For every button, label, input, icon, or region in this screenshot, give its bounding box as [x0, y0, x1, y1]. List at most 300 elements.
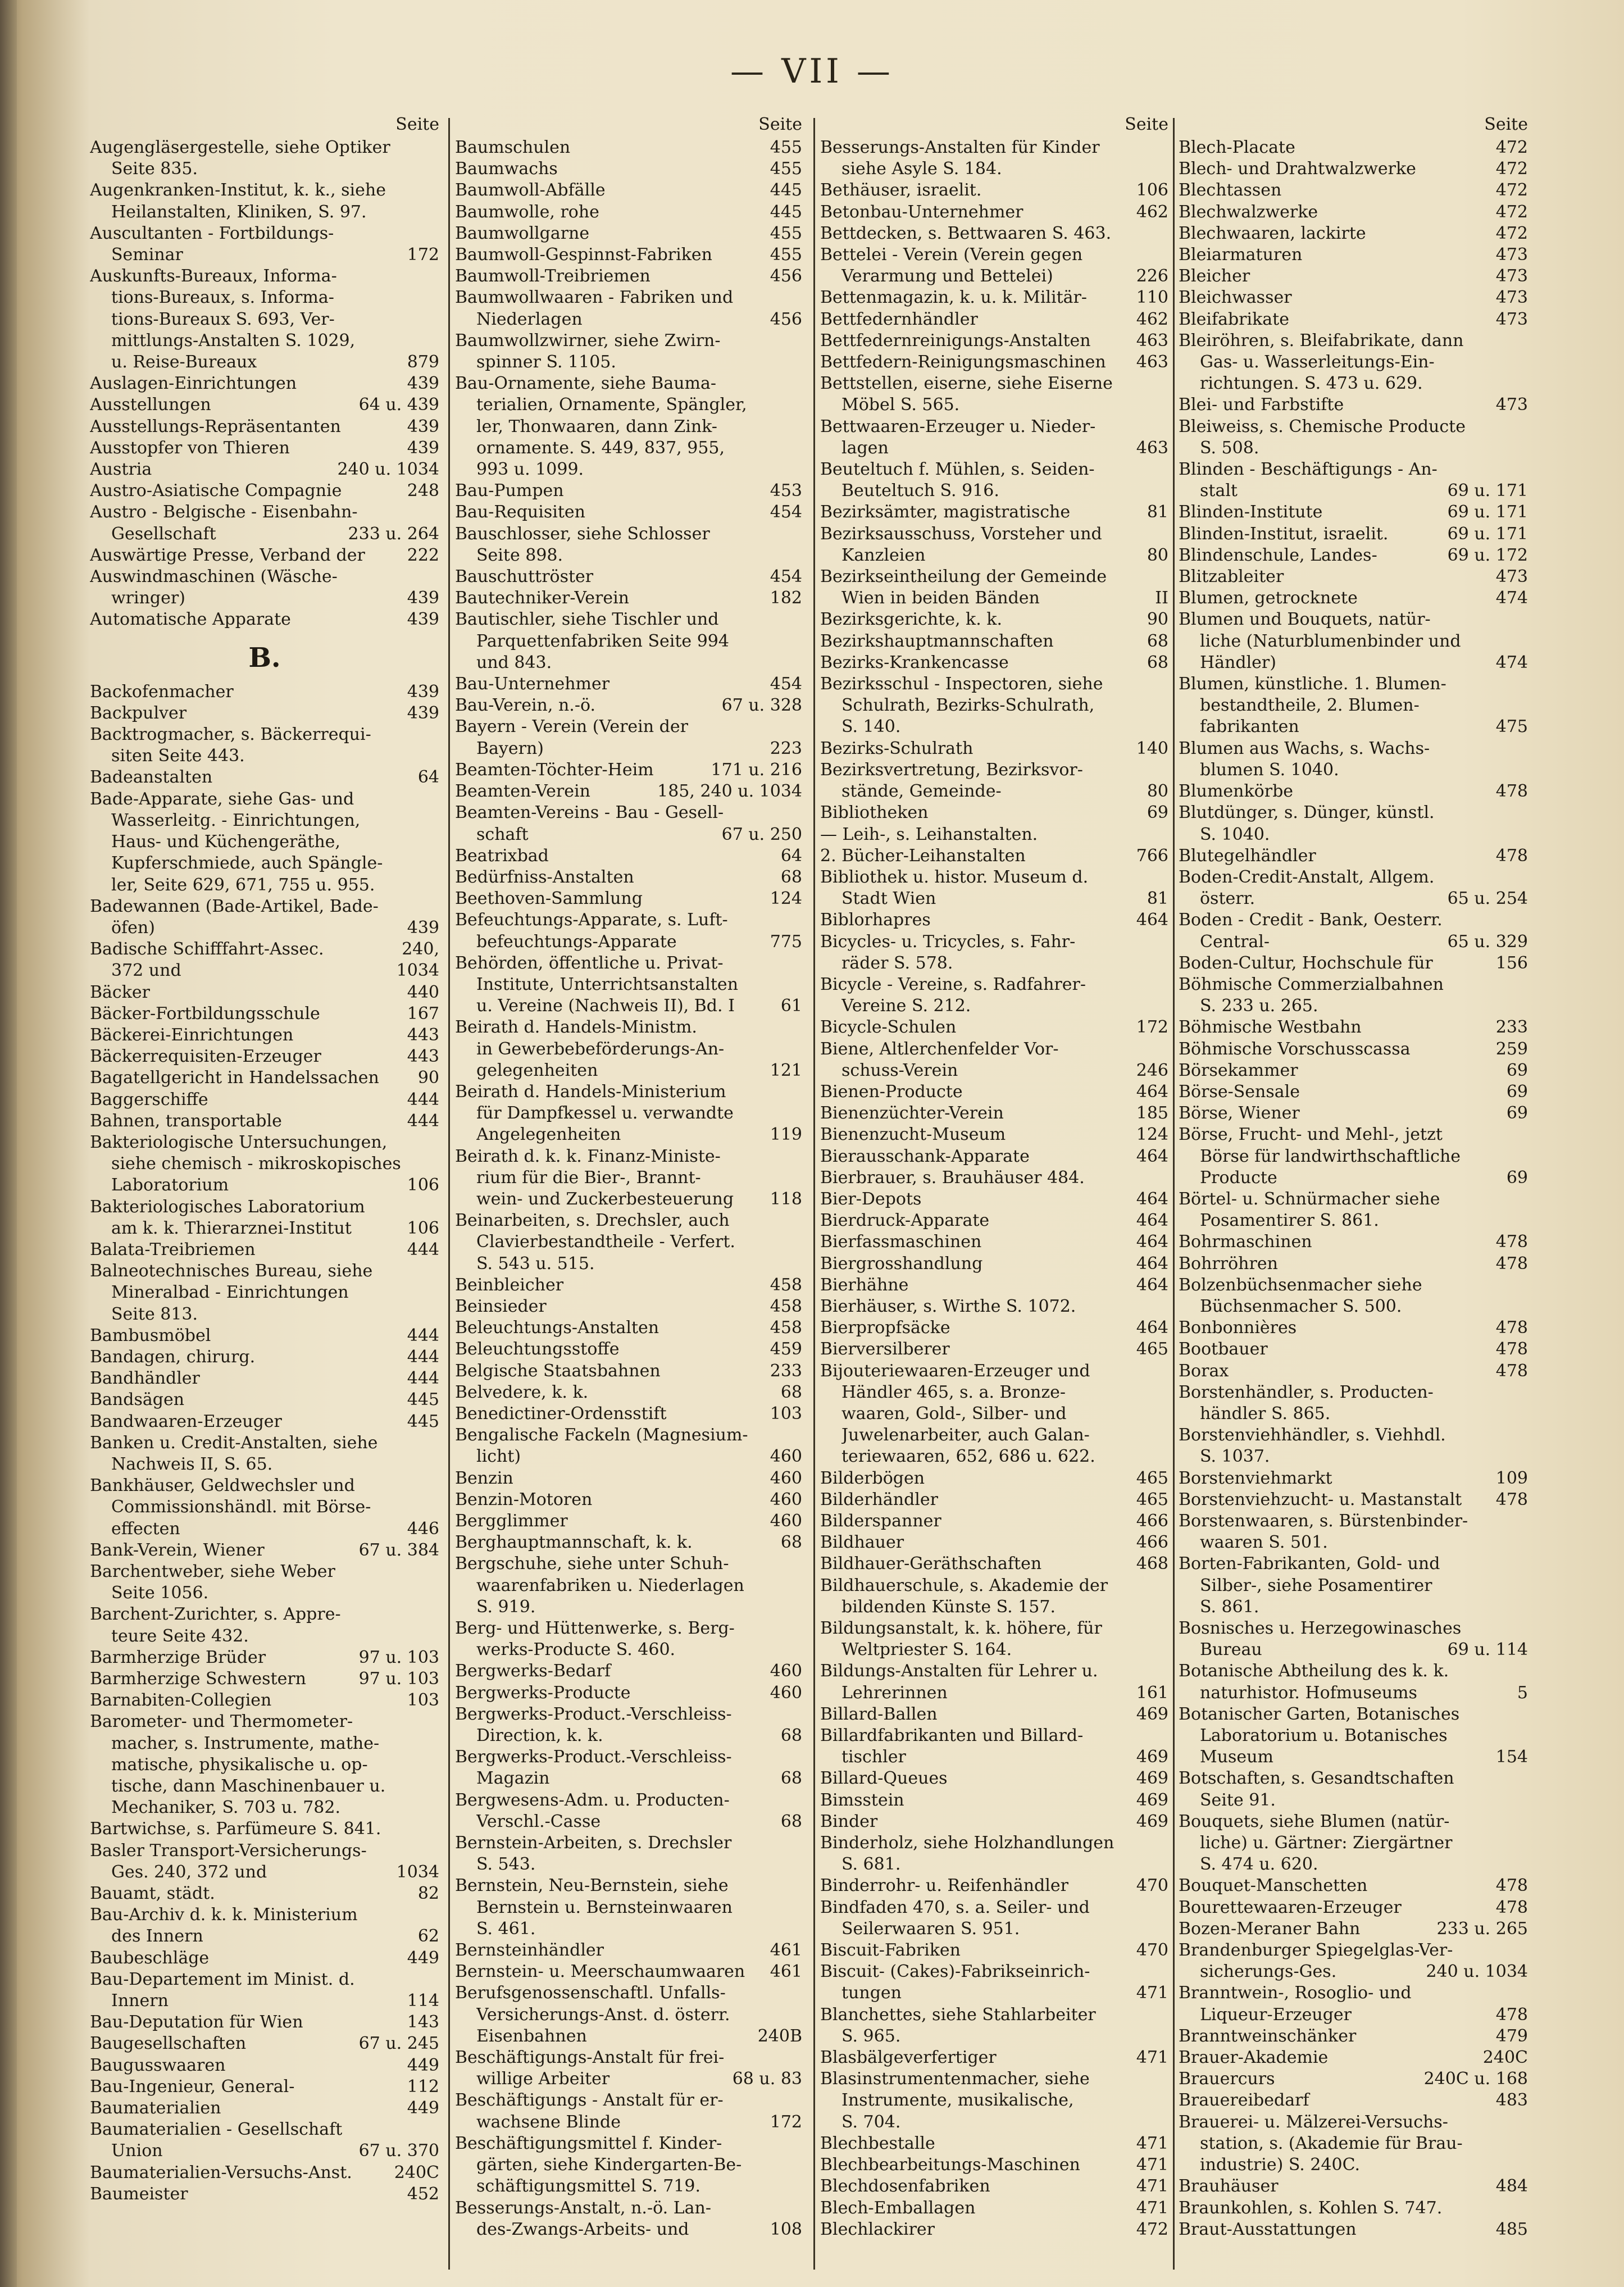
page-ref: 439	[407, 374, 439, 394]
index-entry	[1179, 1468, 1528, 1489]
index-entry-continuation	[1179, 1683, 1528, 1704]
entry-text: Auswindmaschinen (Wäsche-	[90, 567, 338, 587]
entry-text: spinner S. 1105.	[476, 352, 616, 372]
entry-list	[455, 137, 802, 2240]
index-entry-continuation	[90, 202, 439, 223]
page-ref: 469	[1136, 1811, 1168, 1831]
index-entry	[90, 1347, 439, 1368]
index-entry	[1179, 524, 1528, 545]
entry-text: Posamentirer S. 861.	[1200, 1211, 1379, 1231]
index-entry	[455, 158, 802, 180]
index-entry	[820, 1575, 1168, 1597]
index-entry	[455, 1296, 802, 1317]
entry-text: Bootbauer	[1179, 1339, 1268, 1360]
entry-text: Bierversilberer	[820, 1339, 950, 1360]
entry-text: Gas- u. Wasserleitungs-Ein-	[1200, 352, 1435, 372]
index-entry-continuation	[90, 588, 439, 609]
entry-text: Botanischer Garten, Botanisches	[1179, 1704, 1460, 1724]
index-entry	[455, 845, 802, 867]
index-entry	[455, 1339, 802, 1360]
entry-text: Bezirksschul - Inspectoren, siehe	[820, 674, 1103, 694]
index-entry-continuation	[455, 1854, 802, 1875]
page-ref: 121	[770, 1060, 802, 1080]
page-ref: 460	[770, 1489, 802, 1509]
page-ref: 240 u. 1034	[337, 460, 439, 480]
entry-text: Bildungs-Anstalten für Lehrer u.	[820, 1661, 1098, 1681]
index-entry	[90, 1261, 439, 1282]
entry-text: Beinsieder	[455, 1296, 547, 1316]
index-entry	[820, 1811, 1168, 1833]
index-entry	[455, 781, 802, 802]
page-ref: 449	[407, 2098, 439, 2118]
entry-text: Austro - Belgische - Eisenbahn-	[90, 502, 358, 522]
index-entry-continuation	[820, 438, 1168, 459]
page-ref: 475	[1495, 717, 1528, 737]
index-entry	[1179, 1425, 1528, 1446]
entry-text: Bau-Archiv d. k. k. Ministerium	[90, 1905, 358, 1925]
page-ref: 478	[1495, 1253, 1528, 1274]
entry-text: Borstenviehmarkt	[1179, 1468, 1332, 1488]
index-entry-continuation	[455, 416, 802, 438]
index-entry	[455, 244, 802, 266]
entry-text: Büchsenmacher S. 500.	[1200, 1296, 1402, 1316]
index-entry	[1179, 1983, 1528, 2004]
index-entry-continuation	[90, 352, 439, 373]
entry-text: Wasserleitg. - Einrichtungen,	[111, 810, 361, 830]
index-entry	[455, 1704, 802, 1725]
page-ref: 172	[407, 245, 439, 265]
entry-text: für Dampfkessel u. verwandte	[476, 1103, 734, 1124]
index-entry-continuation	[455, 1446, 802, 1467]
entry-text: Bindfaden 470, s. a. Seiler- und	[820, 1897, 1090, 1917]
column-rule	[1173, 118, 1175, 2270]
index-entry	[820, 202, 1168, 223]
entry-text: Bernstein, Neu-Bernstein, siehe	[455, 1876, 729, 1896]
page-ref: 69 u. 172	[1447, 545, 1528, 565]
entry-text: Badewannen (Bade-Artikel, Bade-	[90, 896, 379, 916]
page-ref: 459	[770, 1339, 802, 1360]
page-ref: 473	[1495, 567, 1528, 587]
index-entry	[455, 223, 802, 244]
entry-text: Branntwein-, Rosoglio- und	[1179, 1983, 1412, 2003]
index-entry	[820, 2198, 1168, 2219]
index-entry	[820, 1189, 1168, 1210]
page-ref: 473	[1495, 245, 1528, 265]
entry-text: Bolzenbüchsenmacher siehe	[1179, 1275, 1422, 1295]
page-ref: 444	[407, 1325, 439, 1345]
entry-text: Eisenbahnen	[476, 2026, 587, 2046]
page-ref: 103	[770, 1403, 802, 1424]
index-entry-continuation	[90, 1175, 439, 1196]
index-entry	[1179, 910, 1528, 931]
entry-text: Botanische Abtheilung des k. k.	[1179, 1661, 1449, 1681]
entry-text: Bartwichse, s. Parfümeure S. 841.	[90, 1819, 381, 1839]
entry-text: wein- und Zuckerbesteuerung	[476, 1189, 734, 1209]
page-ref: 454	[770, 674, 802, 694]
page-ref: 68	[780, 1768, 802, 1789]
page-ref: 478	[1495, 845, 1528, 866]
entry-text: Barometer- und Thermometer-	[90, 1712, 353, 1732]
entry-text: Bahnen, transportable	[90, 1111, 282, 1131]
index-entry-continuation	[455, 1918, 802, 1940]
index-entry	[1179, 266, 1528, 287]
entry-text: Biene, Altlerchenfelder Vor-	[820, 1039, 1059, 1059]
entry-text: Auswärtige Presse, Verband der	[90, 545, 365, 565]
entry-text: Central-	[1200, 931, 1270, 952]
index-entry	[820, 1768, 1168, 1789]
entry-text: Bettstellen, eiserne, siehe Eiserne	[820, 374, 1113, 394]
entry-text: Stadt Wien	[841, 889, 936, 909]
index-entry	[1179, 137, 1528, 158]
page-ref: 80	[1147, 545, 1168, 565]
index-entry-continuation	[455, 1768, 802, 1789]
index-entry	[90, 180, 439, 201]
index-entry-continuation	[820, 995, 1168, 1017]
entry-text: Institute, Unterrichtsanstalten	[476, 974, 739, 994]
index-entry	[90, 2119, 439, 2140]
index-entry-continuation	[455, 2112, 802, 2133]
entry-text: Borstenhändler, s. Producten-	[1179, 1382, 1434, 1402]
page-ref: 68	[1147, 652, 1168, 672]
page-ref: 469	[1136, 1747, 1168, 1767]
page-ref: 472	[1495, 138, 1528, 157]
index-entry-continuation	[455, 2026, 802, 2047]
entry-text: Boden-Credit-Anstalt, Allgem.	[1179, 867, 1435, 887]
index-entry	[1179, 1017, 1528, 1038]
index-entry	[455, 695, 802, 716]
seite-header: Seite	[1125, 115, 1168, 134]
entry-text: Blanchettes, siehe Stahlarbeiter	[820, 2004, 1096, 2025]
index-entry	[820, 1725, 1168, 1747]
entry-text: Beethoven-Sammlung	[455, 889, 643, 909]
entry-text: Bandhändler	[90, 1368, 200, 1389]
index-entry-continuation	[455, 1725, 802, 1747]
page-ref: 455	[770, 138, 802, 157]
entry-text: Blech- und Drahtwalzwerke	[1179, 159, 1416, 179]
entry-text: tische, dann Maschinenbauer u.	[111, 1776, 386, 1797]
page-ref: 67 u. 245	[358, 2034, 439, 2054]
page-ref: 455	[770, 159, 802, 179]
page-ref: 112	[407, 2076, 439, 2097]
entry-text: Bethäuser, israelit.	[820, 180, 982, 201]
page-ref: 103	[407, 1690, 439, 1711]
page-ref: 69	[1147, 803, 1168, 823]
entry-text: Blumenkörbe	[1179, 781, 1294, 802]
entry-text: Bohrmaschinen	[1179, 1232, 1312, 1252]
entry-text: Befeuchtungs-Apparate, s. Luft-	[455, 910, 728, 930]
entry-text: Behörden, öffentliche u. Privat-	[455, 953, 724, 973]
entry-text: Blinden-Institut, israelit.	[1179, 524, 1389, 544]
index-entry	[1179, 1060, 1528, 1081]
index-entry	[820, 287, 1168, 308]
page-ref: 124	[770, 889, 802, 909]
index-entry	[820, 2176, 1168, 2197]
entry-text: effecten	[111, 1518, 180, 1539]
page-ref: 445	[407, 1411, 439, 1431]
index-entry-continuation	[455, 1575, 802, 1597]
entry-text: Beirath d. Handels-Ministm.	[455, 1017, 697, 1038]
index-entry-continuation	[1179, 1210, 1528, 1231]
entry-list	[820, 137, 1168, 2240]
page-ref: 97 u. 103	[358, 1669, 439, 1689]
index-entry	[455, 1618, 802, 1639]
page-ref: 465	[1136, 1468, 1168, 1488]
entry-text: Bildhauer	[820, 1533, 904, 1553]
index-entry	[455, 287, 802, 308]
entry-text: 993 u. 1099.	[476, 460, 584, 480]
index-entry	[1179, 609, 1528, 630]
index-entry	[90, 1325, 439, 1347]
entry-text: Bierhäuser, s. Wirthe S. 1072.	[820, 1296, 1076, 1316]
entry-text: Baumaterialien	[90, 2098, 221, 2118]
page-ref: 464	[1136, 1189, 1168, 1209]
entry-text: Beschäftigungsmittel f. Kinder-	[455, 2133, 722, 2153]
page-ref: 466	[1136, 1533, 1168, 1553]
entry-text: Magazin	[476, 1768, 550, 1789]
page-ref: 69 u. 114	[1447, 1640, 1528, 1660]
entry-text: Bohrröhren	[1179, 1253, 1278, 1274]
entry-text: Mechaniker, S. 703 u. 782.	[111, 1798, 340, 1818]
index-entry	[455, 2198, 802, 2219]
index-entry	[90, 502, 439, 523]
index-entry	[455, 1940, 802, 1961]
index-entry	[455, 802, 802, 824]
entry-text: Backofenmacher	[90, 681, 234, 702]
index-entry	[90, 480, 439, 502]
index-entry	[90, 789, 439, 810]
index-entry	[455, 1661, 802, 1682]
entry-text: Beamten-Vereins - Bau - Gesell-	[455, 803, 724, 823]
index-entry-continuation	[820, 2026, 1168, 2047]
index-entry	[1179, 2068, 1528, 2090]
index-entry	[455, 609, 802, 630]
entry-text: Benzin-Motoren	[455, 1489, 593, 1509]
index-entry	[820, 974, 1168, 995]
index-entry	[820, 2004, 1168, 2026]
entry-text: Bezirksausschuss, Vorsteher und	[820, 524, 1102, 544]
index-entry	[820, 223, 1168, 244]
entry-text: Bäckerrequisiten-Erzeuger	[90, 1047, 321, 1067]
entry-text: Seite 835.	[111, 159, 198, 179]
page-ref: 67 u. 328	[721, 695, 802, 716]
entry-text: Barchentweber, siehe Weber	[90, 1562, 335, 1581]
index-entry	[1179, 1253, 1528, 1275]
index-entry	[820, 2068, 1168, 2090]
entry-text: Besserungs-Anstalten für Kinder	[820, 138, 1100, 157]
page-ref: 452	[407, 2184, 439, 2204]
page-ref: 472	[1495, 223, 1528, 243]
index-entry-continuation	[455, 931, 802, 953]
index-entry	[455, 480, 802, 502]
page-ref: 233 u. 264	[348, 524, 439, 544]
entry-text: Bau-Deputation für Wien	[90, 2012, 303, 2033]
entry-text: Berg- und Hüttenwerke, s. Berg-	[455, 1618, 735, 1639]
index-entry	[90, 545, 439, 566]
index-entry	[90, 1089, 439, 1111]
index-entry-continuation	[1179, 1639, 1528, 1661]
index-entry	[1179, 244, 1528, 266]
entry-text: — Leih-, s. Leihanstalten.	[820, 824, 1038, 844]
index-entry-continuation	[455, 1231, 802, 1253]
entry-text: Mineralbad - Einrichtungen	[111, 1283, 349, 1303]
page-ref: 449	[407, 1948, 439, 1968]
page-ref: 1034	[396, 1862, 439, 1882]
entry-text: Blumen, künstliche. 1. Blumen-	[1179, 674, 1446, 694]
entry-text: ornamente. S. 449, 837, 955,	[476, 438, 725, 458]
page-ref: 185	[1136, 1103, 1168, 1124]
page-ref: 464	[1136, 1211, 1168, 1231]
page-ref: 62	[417, 1926, 439, 1947]
entry-list	[90, 137, 439, 2205]
index-entry-continuation	[820, 1747, 1168, 1768]
index-entry-continuation	[90, 1733, 439, 1754]
entry-text: schäftigungsmittel S. 719.	[476, 2176, 700, 2197]
index-entry	[820, 867, 1168, 888]
entry-text: Vereine S. 212.	[841, 996, 971, 1016]
index-entry	[455, 137, 802, 158]
index-entry	[455, 1790, 802, 1811]
entry-text: S. 474 u. 620.	[1200, 1854, 1318, 1875]
page-ref: 446	[407, 1518, 439, 1539]
index-entry-continuation	[455, 652, 802, 674]
page-ref: 80	[1147, 781, 1168, 802]
entry-text: S. 704.	[841, 2112, 901, 2132]
index-entry	[90, 2055, 439, 2076]
entry-text: Brauer-Akademie	[1179, 2048, 1329, 2068]
page-ref: 471	[1136, 2155, 1168, 2175]
page-ref: 471	[1136, 2176, 1168, 2197]
page-ref: 444	[407, 1347, 439, 1367]
entry-text: S. 861.	[1200, 1597, 1259, 1617]
page-ref: 67 u. 384	[358, 1540, 439, 1560]
index-entry-continuation	[455, 394, 802, 416]
index-entry	[820, 1039, 1168, 1060]
index-entry-continuation	[1179, 1747, 1528, 1768]
index-entry	[820, 1961, 1168, 1983]
entry-text: Bauschlosser, siehe Schlosser	[455, 524, 710, 544]
index-entry	[820, 931, 1168, 953]
index-entry	[455, 1017, 802, 1038]
index-entry	[1179, 802, 1528, 824]
index-entry-continuation	[90, 1218, 439, 1239]
page-ref: 68	[780, 1811, 802, 1831]
entry-text: Baumwoll-Treibriemen	[455, 266, 650, 287]
index-entry	[1179, 1768, 1528, 1789]
page-ref: 65 u. 254	[1447, 889, 1528, 909]
page-ref: 456	[770, 309, 802, 329]
page-ref: 472	[1495, 202, 1528, 222]
page-ref: 464	[1136, 1275, 1168, 1295]
index-entry-continuation	[820, 1403, 1168, 1425]
index-entry-continuation	[455, 1597, 802, 1618]
entry-text: Bureau	[1200, 1640, 1262, 1660]
entry-text: Blech-Placate	[1179, 138, 1295, 157]
entry-text: Bicycles- u. Tricycles, s. Fahr-	[820, 931, 1076, 952]
page-ref: 463	[1136, 330, 1168, 351]
index-entry-continuation	[820, 716, 1168, 738]
index-entry	[820, 309, 1168, 330]
page-ref: 464	[1136, 1318, 1168, 1338]
entry-text: Branntweinschänker	[1179, 2026, 1357, 2046]
index-entry-continuation	[455, 1811, 802, 1833]
index-entry	[90, 1067, 439, 1089]
index-entry-continuation	[1179, 1146, 1528, 1167]
entry-text: Beuteltuch f. Mühlen, s. Seiden-	[820, 460, 1095, 480]
index-entry	[820, 2219, 1168, 2240]
entry-text: Beirath d. k. k. Finanz-Ministe-	[455, 1146, 721, 1166]
entry-text: rium für die Bier-, Brannt-	[476, 1167, 701, 1188]
index-entry	[1179, 2219, 1528, 2240]
entry-text: Baubeschläge	[90, 1948, 210, 1968]
index-entry	[1179, 1897, 1528, 1918]
entry-text: Bezirkshauptmannschaften	[820, 631, 1054, 651]
index-entry	[455, 1317, 802, 1339]
index-entry	[820, 330, 1168, 352]
index-entry	[90, 266, 439, 287]
entry-text: Bettwaaren-Erzeuger u. Nieder-	[820, 416, 1096, 437]
entry-text: Balneotechnisches Bureau, siehe	[90, 1261, 373, 1281]
page-ref: 108	[770, 2219, 802, 2239]
index-entry-continuation	[455, 1039, 802, 1060]
page-ref: 61	[780, 996, 802, 1016]
entry-text: österr.	[1200, 889, 1255, 909]
entry-text: Börse-Sensale	[1179, 1081, 1300, 1102]
index-entry	[1179, 1489, 1528, 1511]
index-entry	[1179, 781, 1528, 802]
entry-text: Austro-Asiatische Compagnie	[90, 481, 342, 501]
index-entry	[820, 2154, 1168, 2176]
page-ref: 462	[1136, 309, 1168, 329]
index-entry	[1179, 674, 1528, 695]
index-entry	[90, 609, 439, 630]
entry-text: Bankhäuser, Geldwechsler und	[90, 1476, 355, 1496]
index-entry-continuation	[1179, 2154, 1528, 2176]
index-entry	[455, 566, 802, 588]
entry-text: Bimsstein	[820, 1790, 904, 1810]
index-entry	[820, 416, 1168, 438]
section-heading: B.	[248, 642, 281, 674]
entry-text: Bandagen, chirurg.	[90, 1347, 256, 1367]
entry-text: Bergwerks-Product.-Verschleiss-	[455, 1704, 732, 1724]
page-ref: 445	[407, 1390, 439, 1410]
page-ref: 167	[407, 1003, 439, 1024]
entry-text: stalt	[1200, 481, 1238, 501]
index-entry-continuation	[90, 1797, 439, 1818]
index-entry	[820, 802, 1168, 824]
entry-text: Baumeister	[90, 2184, 188, 2204]
entry-text: Benzin	[455, 1468, 513, 1488]
index-entry-continuation	[820, 1597, 1168, 1618]
index-entry	[820, 1017, 1168, 1038]
index-entry-continuation	[820, 1983, 1168, 2004]
page-ref: 65 u. 329	[1447, 931, 1528, 952]
index-entry-continuation	[820, 781, 1168, 802]
index-entry	[1179, 1661, 1528, 1682]
entry-text: willige Arbeiter	[476, 2069, 610, 2089]
page-ref: 69	[1506, 1081, 1528, 1102]
index-entry-continuation	[90, 244, 439, 266]
index-entry	[455, 1146, 802, 1167]
entry-text: Bleichwasser	[1179, 288, 1292, 308]
entry-text: Biscuit-Fabriken	[820, 1940, 961, 1961]
entry-text: Benedictiner-Ordensstift	[455, 1403, 667, 1424]
index-entry-continuation	[90, 810, 439, 831]
page-ref: 471	[1136, 1983, 1168, 2003]
entry-text: teure Seite 432.	[111, 1626, 249, 1646]
entry-text: Haus- und Küchengeräthe,	[111, 832, 340, 852]
index-entry	[90, 373, 439, 394]
page-ref: 67 u. 250	[721, 824, 802, 844]
